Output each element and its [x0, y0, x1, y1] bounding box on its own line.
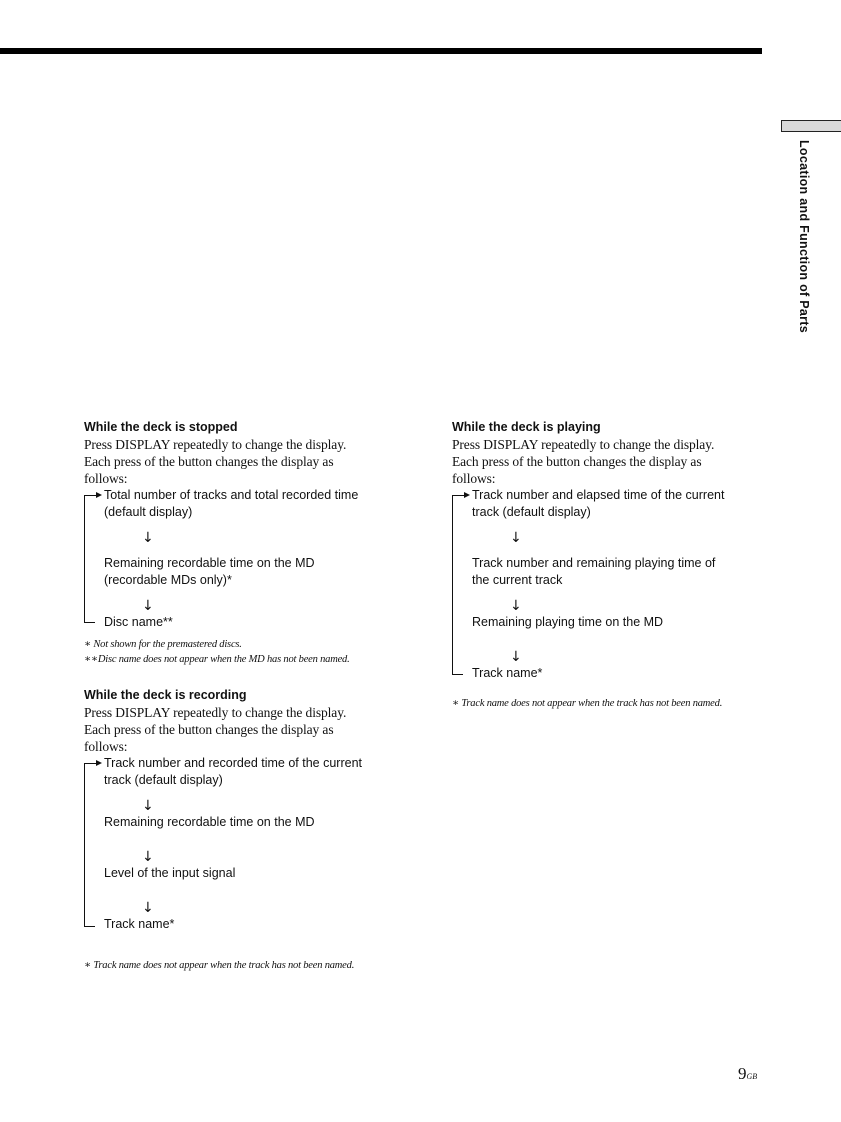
section-tab-marker	[781, 120, 841, 132]
playing-body	[452, 436, 772, 487]
loop-connector	[84, 622, 95, 623]
recording-section	[84, 687, 414, 973]
item-line: track (default display)	[104, 773, 223, 787]
item-line: Remaining playing time on the MD	[472, 615, 664, 629]
body-line: Press DISPLAY repeatedly to change the display.	[84, 437, 347, 452]
display-mode-item	[104, 755, 404, 789]
side-section-title: Location and Function of Parts	[797, 140, 811, 334]
down-arrow-icon: ↓	[142, 900, 154, 916]
display-mode-item	[472, 555, 772, 589]
body-line: follows:	[84, 739, 128, 754]
body-line: follows:	[452, 471, 496, 486]
display-mode-item	[104, 487, 404, 521]
body-line: Press DISPLAY repeatedly to change the display.	[452, 437, 715, 452]
display-mode-item	[104, 814, 404, 831]
playing-display-cycle	[452, 487, 772, 685]
down-arrow-icon: ↓	[142, 798, 154, 814]
recording-heading: While the deck is recording	[84, 688, 247, 702]
page-number-digit: 9	[738, 1064, 747, 1083]
playing-footnote: ∗ Track name does not appear when the track has not been named.	[452, 698, 723, 709]
item-line: Total number of tracks and total recorded time	[104, 488, 359, 502]
display-mode-item	[104, 555, 404, 589]
stopped-section	[84, 419, 414, 667]
loop-connector	[452, 674, 463, 675]
page-number	[738, 1064, 757, 1084]
item-line: Track name*	[472, 666, 543, 680]
loop-connector	[452, 495, 453, 675]
playing-heading: While the deck is playing	[452, 420, 601, 434]
down-arrow-icon: ↓	[142, 530, 154, 546]
recording-display-cycle	[84, 755, 414, 945]
recording-footnote: ∗ Track name does not appear when the track has not been named.	[84, 960, 355, 971]
item-line: (default display)	[104, 505, 193, 519]
item-line: Remaining recordable time on the MD	[104, 815, 315, 829]
loop-arrowhead	[464, 492, 470, 498]
recording-body	[84, 704, 414, 755]
body-line: Each press of the button changes the display as	[452, 454, 702, 469]
playing-section	[452, 419, 772, 711]
item-line: Disc name**	[104, 615, 173, 629]
display-mode-item	[104, 916, 404, 933]
loop-connector	[84, 926, 95, 927]
item-line: Track name*	[104, 917, 175, 931]
item-line: Remaining recordable time on the MD	[104, 556, 315, 570]
display-mode-item	[104, 614, 404, 631]
display-mode-item	[472, 665, 772, 682]
page-number-suffix: GB	[746, 1072, 758, 1081]
down-arrow-icon: ↓	[142, 849, 154, 865]
display-mode-item	[472, 614, 772, 631]
display-mode-item	[472, 487, 772, 521]
body-line: follows:	[84, 471, 128, 486]
stopped-display-cycle	[84, 487, 414, 635]
down-arrow-icon: ↓	[510, 649, 522, 665]
loop-connector	[84, 763, 85, 927]
footnote: ∗∗Disc name does not appear when the MD has not been named.	[84, 654, 350, 665]
body-line: Each press of the button changes the display as	[84, 722, 334, 737]
item-line: the current track	[472, 573, 563, 587]
stopped-footnotes	[84, 637, 414, 667]
footnote: ∗ Not shown for the premastered discs.	[84, 639, 242, 650]
down-arrow-icon: ↓	[510, 530, 522, 546]
item-line: track (default display)	[472, 505, 591, 519]
stopped-body	[84, 436, 414, 487]
stopped-heading: While the deck is stopped	[84, 420, 238, 434]
loop-arrowhead	[96, 492, 102, 498]
item-line: Track number and recorded time of the current	[104, 756, 362, 770]
item-line: Track number and elapsed time of the current	[472, 488, 725, 502]
down-arrow-icon: ↓	[142, 598, 154, 614]
top-rule	[0, 48, 762, 54]
item-line: Level of the input signal	[104, 866, 236, 880]
loop-connector	[84, 495, 85, 623]
body-line: Each press of the button changes the display as	[84, 454, 334, 469]
body-line: Press DISPLAY repeatedly to change the display.	[84, 705, 347, 720]
loop-arrowhead	[96, 760, 102, 766]
down-arrow-icon: ↓	[510, 598, 522, 614]
item-line: (recordable MDs only)*	[104, 573, 232, 587]
display-mode-item	[104, 865, 404, 882]
item-line: Track number and remaining playing time of	[472, 556, 716, 570]
